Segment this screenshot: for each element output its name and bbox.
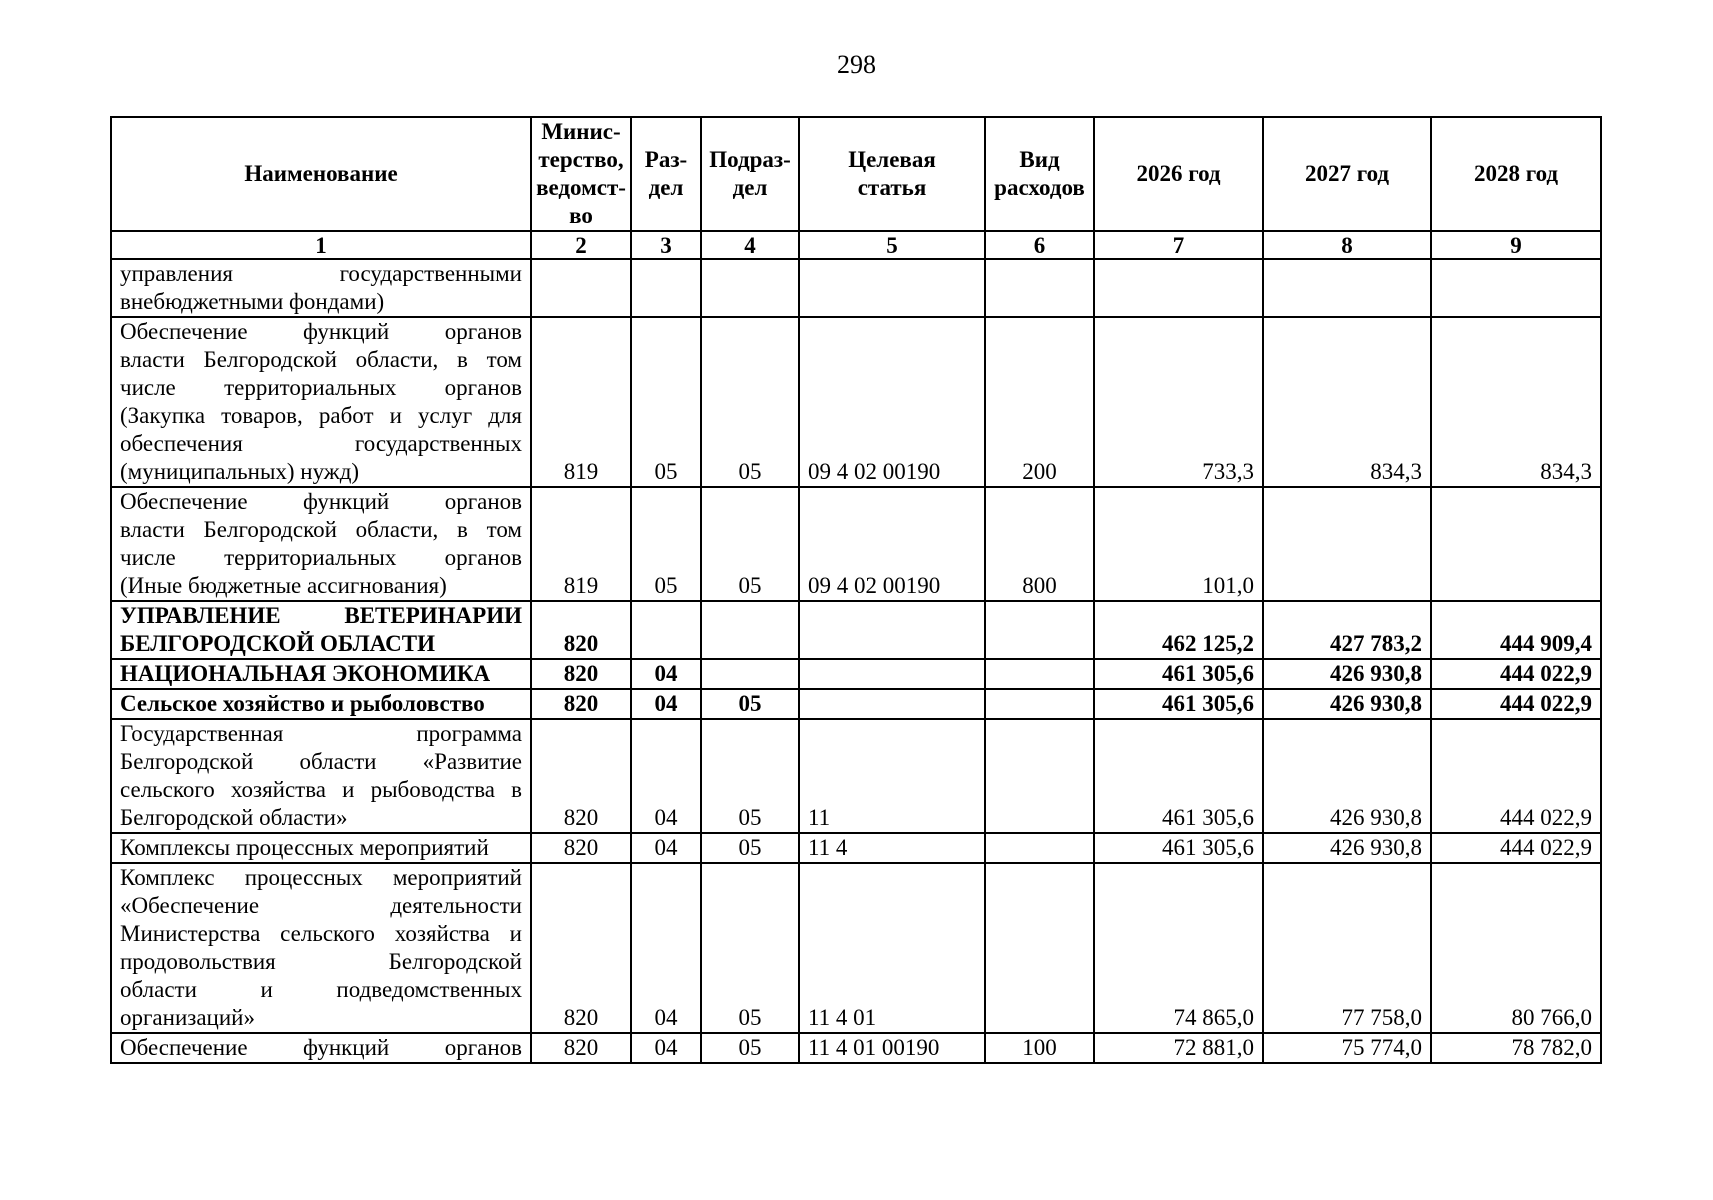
cell-expense-type xyxy=(985,863,1094,1033)
cell-2028: 444 022,9 xyxy=(1431,719,1601,833)
header-expense-type: Вид расходов xyxy=(985,117,1094,231)
column-number: 6 xyxy=(985,231,1094,259)
cell-target xyxy=(799,601,985,659)
cell-target xyxy=(799,659,985,689)
budget-table xyxy=(110,116,1602,1064)
cell-2026: 733,3 xyxy=(1094,317,1263,487)
cell-2027: 75 774,0 xyxy=(1263,1033,1431,1063)
cell-2027: 426 930,8 xyxy=(1263,689,1431,719)
cell-2028: 444 022,9 xyxy=(1431,689,1601,719)
row-name: Обеспечение функций органов xyxy=(111,1033,531,1063)
column-number: 9 xyxy=(1431,231,1601,259)
cell-2026: 74 865,0 xyxy=(1094,863,1263,1033)
cell-expense-type: 200 xyxy=(985,317,1094,487)
row-name: управления государственными внебюджетными фондами) xyxy=(111,259,531,317)
cell-expense-type xyxy=(985,689,1094,719)
table-row xyxy=(111,487,1601,601)
cell-subsection xyxy=(701,601,799,659)
cell-target xyxy=(799,689,985,719)
cell-target: 09 4 02 00190 xyxy=(799,317,985,487)
cell-section: 04 xyxy=(631,863,701,1033)
cell-section xyxy=(631,259,701,317)
cell-target: 11 4 xyxy=(799,833,985,863)
header-target-article: Целевая статья xyxy=(799,117,985,231)
cell-2028: 78 782,0 xyxy=(1431,1033,1601,1063)
cell-2027: 426 930,8 xyxy=(1263,659,1431,689)
cell-2026: 101,0 xyxy=(1094,487,1263,601)
cell-subsection: 05 xyxy=(701,863,799,1033)
cell-section: 04 xyxy=(631,659,701,689)
cell-2026: 462 125,2 xyxy=(1094,601,1263,659)
cell-subsection: 05 xyxy=(701,317,799,487)
cell-expense-type xyxy=(985,833,1094,863)
table-row xyxy=(111,659,1601,689)
cell-2027: 834,3 xyxy=(1263,317,1431,487)
row-name: НАЦИОНАЛЬНАЯ ЭКОНОМИКА xyxy=(111,659,531,689)
cell-2026: 461 305,6 xyxy=(1094,833,1263,863)
cell-ministry: 820 xyxy=(531,1033,631,1063)
cell-expense-type xyxy=(985,659,1094,689)
cell-2027: 426 930,8 xyxy=(1263,719,1431,833)
cell-2027 xyxy=(1263,487,1431,601)
row-name: Государственная программа Белгородской области «Развитие сельского хозяйства и рыбоводства в Белгородской области» xyxy=(111,719,531,833)
cell-2026: 72 881,0 xyxy=(1094,1033,1263,1063)
cell-ministry: 819 xyxy=(531,487,631,601)
cell-2026: 461 305,6 xyxy=(1094,659,1263,689)
cell-subsection: 05 xyxy=(701,1033,799,1063)
cell-2026: 461 305,6 xyxy=(1094,689,1263,719)
cell-target: 11 4 01 xyxy=(799,863,985,1033)
column-number: 8 xyxy=(1263,231,1431,259)
column-numbers-row xyxy=(111,231,1601,259)
header-ministry: Минис- терство, ведомст- во xyxy=(531,117,631,231)
cell-2027 xyxy=(1263,259,1431,317)
cell-ministry xyxy=(531,259,631,317)
table-header xyxy=(111,117,1601,231)
header-section: Раз- дел xyxy=(631,117,701,231)
cell-ministry: 820 xyxy=(531,719,631,833)
cell-2027: 77 758,0 xyxy=(1263,863,1431,1033)
cell-target: 11 xyxy=(799,719,985,833)
cell-2026 xyxy=(1094,259,1263,317)
cell-section: 04 xyxy=(631,719,701,833)
cell-expense-type: 100 xyxy=(985,1033,1094,1063)
cell-ministry: 820 xyxy=(531,689,631,719)
cell-target: 11 4 01 00190 xyxy=(799,1033,985,1063)
table-row xyxy=(111,1033,1601,1063)
column-number: 7 xyxy=(1094,231,1263,259)
cell-section: 05 xyxy=(631,317,701,487)
table-row xyxy=(111,689,1601,719)
column-number: 1 xyxy=(111,231,531,259)
page-number: 298 xyxy=(837,50,876,79)
column-number: 5 xyxy=(799,231,985,259)
cell-2028 xyxy=(1431,487,1601,601)
row-name: Обеспечение функций органов власти Белгородской области, в том числе территориальных органов (Закупка товаров, работ и услуг для обеспечения государственных (муниципальных) нужд) xyxy=(111,317,531,487)
cell-subsection xyxy=(701,259,799,317)
header-year-2027: 2027 год xyxy=(1263,117,1431,231)
cell-expense-type xyxy=(985,719,1094,833)
header-subsection: Подраз- дел xyxy=(701,117,799,231)
header-name: Наименование xyxy=(111,117,531,231)
cell-ministry: 820 xyxy=(531,601,631,659)
cell-subsection: 05 xyxy=(701,689,799,719)
cell-section: 04 xyxy=(631,1033,701,1063)
column-number: 4 xyxy=(701,231,799,259)
cell-expense-type xyxy=(985,259,1094,317)
cell-2026: 461 305,6 xyxy=(1094,719,1263,833)
row-name: Комплексы процессных мероприятий xyxy=(111,833,531,863)
cell-2027: 426 930,8 xyxy=(1263,833,1431,863)
table-row xyxy=(111,601,1601,659)
cell-2028: 444 909,4 xyxy=(1431,601,1601,659)
header-year-2028: 2028 год xyxy=(1431,117,1601,231)
row-name: Комплекс процессных мероприятий «Обеспечение деятельности Министерства сельского хозяйства и продовольствия Белгородской области и подведомственных организаций» xyxy=(111,863,531,1033)
cell-2028: 834,3 xyxy=(1431,317,1601,487)
table-row xyxy=(111,259,1601,317)
cell-subsection xyxy=(701,659,799,689)
cell-target: 09 4 02 00190 xyxy=(799,487,985,601)
cell-2028 xyxy=(1431,259,1601,317)
table-row xyxy=(111,863,1601,1033)
column-number: 3 xyxy=(631,231,701,259)
cell-section xyxy=(631,601,701,659)
cell-2028: 80 766,0 xyxy=(1431,863,1601,1033)
cell-target xyxy=(799,259,985,317)
cell-expense-type: 800 xyxy=(985,487,1094,601)
cell-expense-type xyxy=(985,601,1094,659)
cell-section: 04 xyxy=(631,689,701,719)
column-number: 2 xyxy=(531,231,631,259)
cell-subsection: 05 xyxy=(701,833,799,863)
cell-subsection: 05 xyxy=(701,487,799,601)
cell-section: 04 xyxy=(631,833,701,863)
table-row xyxy=(111,317,1601,487)
cell-subsection: 05 xyxy=(701,719,799,833)
row-name: УПРАВЛЕНИЕ ВЕТЕРИНАРИИ БЕЛГОРОДСКОЙ ОБЛАСТИ xyxy=(111,601,531,659)
cell-ministry: 820 xyxy=(531,833,631,863)
cell-2027: 427 783,2 xyxy=(1263,601,1431,659)
table-row xyxy=(111,719,1601,833)
row-name: Обеспечение функций органов власти Белгородской области, в том числе территориальных органов (Иные бюджетные ассигнования) xyxy=(111,487,531,601)
row-name: Сельское хозяйство и рыболовство xyxy=(111,689,531,719)
cell-section: 05 xyxy=(631,487,701,601)
cell-2028: 444 022,9 xyxy=(1431,659,1601,689)
header-year-2026: 2026 год xyxy=(1094,117,1263,231)
cell-2028: 444 022,9 xyxy=(1431,833,1601,863)
cell-ministry: 820 xyxy=(531,659,631,689)
table-row xyxy=(111,833,1601,863)
cell-ministry: 820 xyxy=(531,863,631,1033)
cell-ministry: 819 xyxy=(531,317,631,487)
